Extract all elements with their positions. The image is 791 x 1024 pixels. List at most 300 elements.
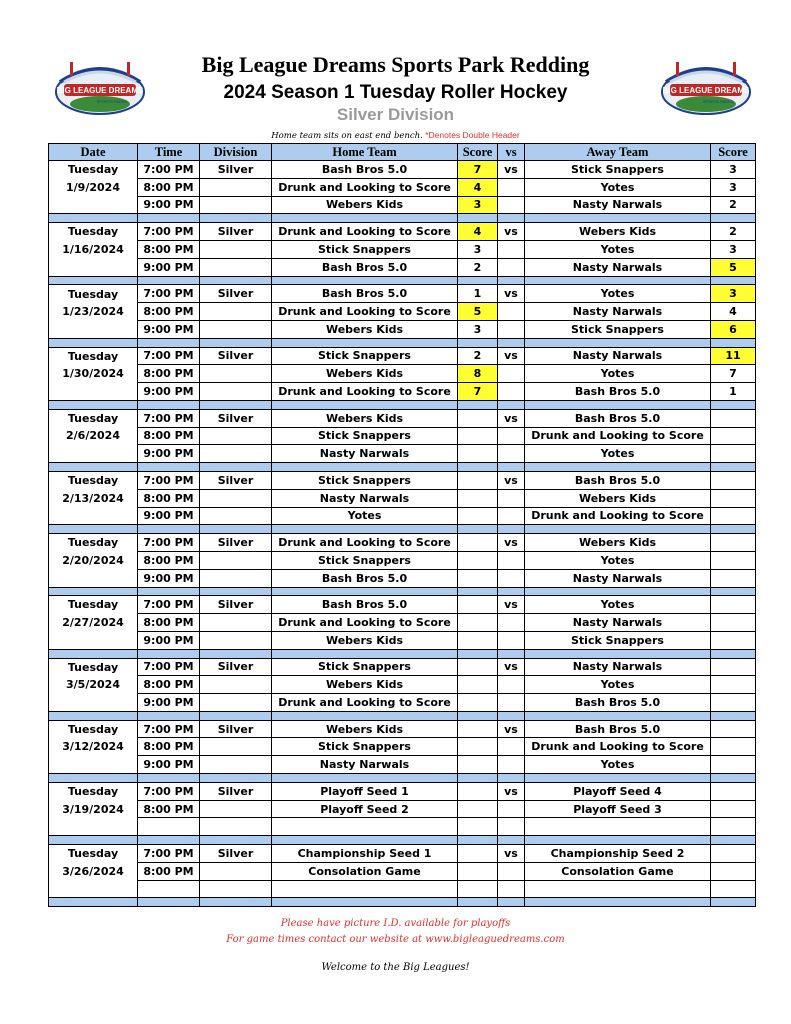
time-cell: 7:00 PM: [138, 658, 200, 676]
separator-cell: [49, 463, 138, 472]
col-division: Division: [200, 144, 272, 161]
separator-cell: [49, 898, 138, 907]
vs-cell: vs: [498, 596, 525, 614]
separator-cell: [49, 587, 138, 596]
home-team-cell: Webers Kids: [272, 676, 458, 694]
division-title: Silver Division: [336, 105, 455, 124]
date-cell: Tuesday: [49, 596, 138, 614]
division-cell: [200, 320, 272, 338]
separator-cell: [525, 400, 711, 409]
home-team-cell: Webers Kids: [272, 631, 458, 649]
division-cell: [200, 551, 272, 569]
page-subtitle: 2024 Season 1 Tuesday Roller Hockey: [223, 82, 568, 103]
home-team-cell: Bash Bros 5.0: [272, 596, 458, 614]
home-team-cell: Drunk and Looking to Score: [272, 303, 458, 321]
away-team-cell: Yotes: [525, 178, 711, 196]
away-team-cell: Drunk and Looking to Score: [525, 507, 711, 525]
home-score-cell: [458, 720, 498, 738]
game-row: [49, 409, 756, 427]
date-cell: Tuesday: [49, 347, 138, 365]
separator-cell: [272, 649, 458, 658]
away-score-cell: [711, 427, 756, 445]
division-cell: [200, 614, 272, 632]
away-team-cell: Nasty Narwals: [525, 614, 711, 632]
away-score-cell: [711, 507, 756, 525]
away-team-cell: Drunk and Looking to Score: [525, 738, 711, 756]
away-score-cell: [711, 676, 756, 694]
away-team-cell: Yotes: [525, 445, 711, 463]
division-cell: [200, 880, 272, 898]
away-score-cell: [711, 445, 756, 463]
week-separator: [49, 711, 756, 720]
game-row: [49, 551, 756, 569]
separator-cell: [711, 836, 756, 845]
away-score-cell: [711, 818, 756, 836]
away-team-cell: Bash Bros 5.0: [525, 383, 711, 401]
home-score-cell: 2: [458, 258, 498, 276]
game-row: [49, 756, 756, 774]
away-score-cell: 2: [711, 223, 756, 241]
away-team-cell: Nasty Narwals: [525, 303, 711, 321]
vs-cell: [498, 196, 525, 214]
time-cell: 9:00 PM: [138, 631, 200, 649]
separator-cell: [525, 711, 711, 720]
separator-cell: [711, 276, 756, 285]
away-team-cell: Bash Bros 5.0: [525, 471, 711, 489]
game-row: [49, 534, 756, 552]
away-team-cell: Yotes: [525, 240, 711, 258]
col-home-score: Score: [458, 144, 498, 161]
time-cell: 8:00 PM: [138, 489, 200, 507]
time-cell: 8:00 PM: [138, 738, 200, 756]
vs-cell: [498, 880, 525, 898]
vs-cell: [498, 631, 525, 649]
away-team-cell: Drunk and Looking to Score: [525, 427, 711, 445]
division-cell: [200, 383, 272, 401]
home-score-cell: [458, 845, 498, 863]
away-score-cell: 3: [711, 161, 756, 179]
vs-cell: [498, 756, 525, 774]
time-cell: 9:00 PM: [138, 569, 200, 587]
away-team-cell: Bash Bros 5.0: [525, 694, 711, 712]
away-score-cell: [711, 596, 756, 614]
away-team-cell: Consolation Game: [525, 862, 711, 880]
home-team-cell: Stick Snappers: [272, 427, 458, 445]
separator-cell: [200, 400, 272, 409]
home-team-cell: Stick Snappers: [272, 471, 458, 489]
home-score-cell: 8: [458, 365, 498, 383]
away-team-cell: Yotes: [525, 285, 711, 303]
week-separator: [49, 400, 756, 409]
away-score-cell: 3: [711, 240, 756, 258]
home-score-cell: 1: [458, 285, 498, 303]
home-team-cell: Nasty Narwals: [272, 445, 458, 463]
game-row: [49, 383, 756, 401]
separator-cell: [525, 836, 711, 845]
time-cell: 8:00 PM: [138, 800, 200, 818]
week-separator: [49, 525, 756, 534]
vs-cell: [498, 694, 525, 712]
col-vs: vs: [498, 144, 525, 161]
away-team-cell: Stick Snappers: [525, 631, 711, 649]
away-score-cell: [711, 800, 756, 818]
home-score-cell: 4: [458, 223, 498, 241]
vs-cell: [498, 365, 525, 383]
time-cell: 7:00 PM: [138, 347, 200, 365]
separator-cell: [458, 711, 498, 720]
footer-website-notice: For game times contact our website at www.bigleaguedreams.com: [226, 934, 565, 945]
date-cell: Tuesday: [49, 782, 138, 800]
separator-cell: [711, 649, 756, 658]
division-cell: Silver: [200, 285, 272, 303]
date-cell: [49, 818, 138, 836]
away-team-cell: Bash Bros 5.0: [525, 720, 711, 738]
home-team-cell: Webers Kids: [272, 409, 458, 427]
home-score-cell: [458, 471, 498, 489]
vs-cell: [498, 738, 525, 756]
date-cell: [49, 445, 138, 463]
separator-cell: [498, 463, 525, 472]
home-score-cell: [458, 694, 498, 712]
week-separator: [49, 836, 756, 845]
separator-cell: [525, 525, 711, 534]
home-score-cell: [458, 800, 498, 818]
separator-cell: [138, 898, 200, 907]
date-cell: Tuesday: [49, 658, 138, 676]
vs-cell: [498, 676, 525, 694]
home-score-cell: [458, 862, 498, 880]
game-row: [49, 631, 756, 649]
home-score-cell: [458, 489, 498, 507]
separator-cell: [200, 338, 272, 347]
separator-cell: [711, 338, 756, 347]
bench-note-text: Home team sits on east end bench.: [271, 131, 423, 141]
home-team-cell: Bash Bros 5.0: [272, 569, 458, 587]
vs-cell: [498, 178, 525, 196]
separator-cell: [711, 400, 756, 409]
separator-cell: [498, 898, 525, 907]
separator-cell: [138, 525, 200, 534]
week-separator: [49, 587, 756, 596]
time-cell: [138, 818, 200, 836]
game-row: [49, 223, 756, 241]
away-team-cell: Nasty Narwals: [525, 196, 711, 214]
separator-cell: [498, 338, 525, 347]
game-row: [49, 569, 756, 587]
away-team-cell: Webers Kids: [525, 223, 711, 241]
date-cell: [49, 320, 138, 338]
time-cell: 7:00 PM: [138, 161, 200, 179]
home-team-cell: Playoff Seed 1: [272, 782, 458, 800]
away-team-cell: Bash Bros 5.0: [525, 409, 711, 427]
home-team-cell: Drunk and Looking to Score: [272, 694, 458, 712]
away-team-cell: Stick Snappers: [525, 320, 711, 338]
separator-cell: [498, 836, 525, 845]
separator-cell: [138, 587, 200, 596]
date-cell: Tuesday: [49, 409, 138, 427]
vs-cell: [498, 507, 525, 525]
home-score-cell: 4: [458, 178, 498, 196]
separator-cell: [525, 463, 711, 472]
svg-text:BIG LEAGUE DREAMS: BIG LEAGUE DREAMS: [662, 86, 750, 95]
division-cell: [200, 196, 272, 214]
separator-cell: [200, 276, 272, 285]
separator-cell: [711, 898, 756, 907]
vs-cell: [498, 383, 525, 401]
date-cell: [49, 507, 138, 525]
separator-cell: [272, 400, 458, 409]
separator-cell: [498, 400, 525, 409]
vs-cell: vs: [498, 845, 525, 863]
separator-cell: [49, 214, 138, 223]
separator-cell: [138, 214, 200, 223]
away-team-cell: Nasty Narwals: [525, 258, 711, 276]
col-time: Time: [138, 144, 200, 161]
time-cell: 9:00 PM: [138, 507, 200, 525]
separator-cell: [49, 400, 138, 409]
date-cell: 2/13/2024: [49, 489, 138, 507]
home-score-cell: [458, 507, 498, 525]
home-score-cell: [458, 427, 498, 445]
separator-cell: [498, 587, 525, 596]
col-home-team: Home Team: [272, 144, 458, 161]
away-team-cell: Playoff Seed 4: [525, 782, 711, 800]
away-score-cell: [711, 489, 756, 507]
away-score-cell: [711, 569, 756, 587]
away-team-cell: Playoff Seed 3: [525, 800, 711, 818]
separator-cell: [458, 338, 498, 347]
division-cell: [200, 178, 272, 196]
separator-cell: [138, 276, 200, 285]
footer-id-notice: Please have picture I.D. available for playoffs: [280, 918, 511, 929]
game-row: [49, 196, 756, 214]
division-cell: Silver: [200, 782, 272, 800]
date-cell: Tuesday: [49, 534, 138, 552]
home-team-cell: Bash Bros 5.0: [272, 285, 458, 303]
time-cell: 7:00 PM: [138, 596, 200, 614]
time-cell: 8:00 PM: [138, 303, 200, 321]
vs-cell: [498, 800, 525, 818]
game-row: [49, 818, 756, 836]
away-score-cell: [711, 658, 756, 676]
date-cell: 2/20/2024: [49, 551, 138, 569]
vs-cell: vs: [498, 471, 525, 489]
separator-cell: [458, 214, 498, 223]
division-cell: [200, 756, 272, 774]
time-cell: 9:00 PM: [138, 196, 200, 214]
home-team-cell: Stick Snappers: [272, 551, 458, 569]
home-score-cell: [458, 818, 498, 836]
home-team-cell: Webers Kids: [272, 720, 458, 738]
away-score-cell: [711, 782, 756, 800]
away-score-cell: 6: [711, 320, 756, 338]
division-cell: [200, 489, 272, 507]
game-row: [49, 347, 756, 365]
separator-cell: [711, 525, 756, 534]
division-cell: Silver: [200, 720, 272, 738]
away-score-cell: [711, 738, 756, 756]
separator-cell: [138, 836, 200, 845]
home-team-cell: Webers Kids: [272, 365, 458, 383]
home-team-cell: Playoff Seed 2: [272, 800, 458, 818]
home-team-cell: Nasty Narwals: [272, 756, 458, 774]
separator-cell: [272, 214, 458, 223]
vs-cell: [498, 427, 525, 445]
separator-cell: [498, 214, 525, 223]
date-cell: [49, 196, 138, 214]
away-score-cell: [711, 551, 756, 569]
col-away-score: Score: [711, 144, 756, 161]
separator-cell: [525, 276, 711, 285]
home-score-cell: 2: [458, 347, 498, 365]
vs-cell: [498, 445, 525, 463]
separator-cell: [498, 525, 525, 534]
date-cell: 2/6/2024: [49, 427, 138, 445]
date-cell: 1/16/2024: [49, 240, 138, 258]
away-team-cell: Webers Kids: [525, 489, 711, 507]
time-cell: 7:00 PM: [138, 223, 200, 241]
game-row: [49, 445, 756, 463]
home-score-cell: 3: [458, 240, 498, 258]
separator-cell: [49, 338, 138, 347]
col-date: Date: [49, 144, 138, 161]
division-cell: [200, 738, 272, 756]
vs-cell: [498, 614, 525, 632]
vs-cell: [498, 862, 525, 880]
division-cell: [200, 507, 272, 525]
separator-cell: [458, 587, 498, 596]
vs-cell: [498, 303, 525, 321]
away-team-cell: Yotes: [525, 551, 711, 569]
separator-cell: [458, 774, 498, 783]
vs-cell: vs: [498, 285, 525, 303]
game-row: [49, 161, 756, 179]
game-row: [49, 507, 756, 525]
home-score-cell: [458, 658, 498, 676]
home-score-cell: [458, 880, 498, 898]
separator-cell: [498, 649, 525, 658]
away-score-cell: [711, 471, 756, 489]
game-row: [49, 676, 756, 694]
away-score-cell: [711, 756, 756, 774]
time-cell: [138, 880, 200, 898]
date-cell: [49, 694, 138, 712]
home-team-cell: Stick Snappers: [272, 347, 458, 365]
game-row: [49, 738, 756, 756]
separator-cell: [49, 711, 138, 720]
game-row: [49, 178, 756, 196]
time-cell: 9:00 PM: [138, 383, 200, 401]
separator-cell: [272, 276, 458, 285]
home-team-cell: Championship Seed 1: [272, 845, 458, 863]
away-score-cell: 7: [711, 365, 756, 383]
time-cell: 7:00 PM: [138, 534, 200, 552]
home-team-cell: Drunk and Looking to Score: [272, 178, 458, 196]
away-team-cell: Yotes: [525, 676, 711, 694]
separator-cell: [711, 463, 756, 472]
home-team-cell: Drunk and Looking to Score: [272, 383, 458, 401]
separator-cell: [138, 649, 200, 658]
date-cell: [49, 383, 138, 401]
footer-welcome: Welcome to the Big Leagues!: [321, 962, 470, 973]
home-team-cell: Yotes: [272, 507, 458, 525]
game-row: [49, 694, 756, 712]
away-team-cell: Nasty Narwals: [525, 658, 711, 676]
separator-cell: [711, 711, 756, 720]
separator-cell: [200, 774, 272, 783]
separator-cell: [525, 649, 711, 658]
separator-cell: [525, 774, 711, 783]
vs-cell: [498, 569, 525, 587]
week-separator: [49, 898, 756, 907]
home-score-cell: [458, 551, 498, 569]
date-cell: [49, 569, 138, 587]
separator-cell: [272, 898, 458, 907]
away-score-cell: [711, 534, 756, 552]
date-cell: 3/12/2024: [49, 738, 138, 756]
date-cell: [49, 258, 138, 276]
game-row: [49, 471, 756, 489]
time-cell: 9:00 PM: [138, 694, 200, 712]
division-cell: Silver: [200, 409, 272, 427]
vs-cell: [498, 489, 525, 507]
vs-cell: vs: [498, 161, 525, 179]
away-score-cell: [711, 880, 756, 898]
date-cell: Tuesday: [49, 471, 138, 489]
away-score-cell: 1: [711, 383, 756, 401]
home-score-cell: [458, 782, 498, 800]
separator-cell: [458, 276, 498, 285]
svg-text:SPORTS PARKS: SPORTS PARKS: [96, 99, 128, 104]
separator-cell: [272, 774, 458, 783]
home-team-cell: Stick Snappers: [272, 240, 458, 258]
separator-cell: [458, 898, 498, 907]
away-team-cell: Stick Snappers: [525, 161, 711, 179]
date-cell: 3/26/2024: [49, 862, 138, 880]
home-team-cell: [272, 880, 458, 898]
separator-cell: [200, 463, 272, 472]
time-cell: 8:00 PM: [138, 614, 200, 632]
division-cell: [200, 445, 272, 463]
date-cell: 1/9/2024: [49, 178, 138, 196]
away-score-cell: [711, 694, 756, 712]
date-cell: 1/30/2024: [49, 365, 138, 383]
date-cell: Tuesday: [49, 161, 138, 179]
home-team-cell: Consolation Game: [272, 862, 458, 880]
svg-text:SPORTS PARKS: SPORTS PARKS: [702, 99, 734, 104]
division-cell: [200, 694, 272, 712]
separator-cell: [49, 774, 138, 783]
away-score-cell: [711, 631, 756, 649]
home-score-cell: [458, 409, 498, 427]
time-cell: 8:00 PM: [138, 240, 200, 258]
separator-cell: [272, 338, 458, 347]
division-cell: [200, 631, 272, 649]
home-score-cell: 3: [458, 196, 498, 214]
home-score-cell: [458, 676, 498, 694]
time-cell: 7:00 PM: [138, 409, 200, 427]
game-row: [49, 303, 756, 321]
time-cell: 9:00 PM: [138, 445, 200, 463]
home-score-cell: [458, 738, 498, 756]
home-team-cell: Drunk and Looking to Score: [272, 614, 458, 632]
home-team-cell: Drunk and Looking to Score: [272, 534, 458, 552]
time-cell: 9:00 PM: [138, 320, 200, 338]
separator-cell: [498, 711, 525, 720]
time-cell: 9:00 PM: [138, 756, 200, 774]
division-cell: [200, 303, 272, 321]
division-cell: Silver: [200, 471, 272, 489]
